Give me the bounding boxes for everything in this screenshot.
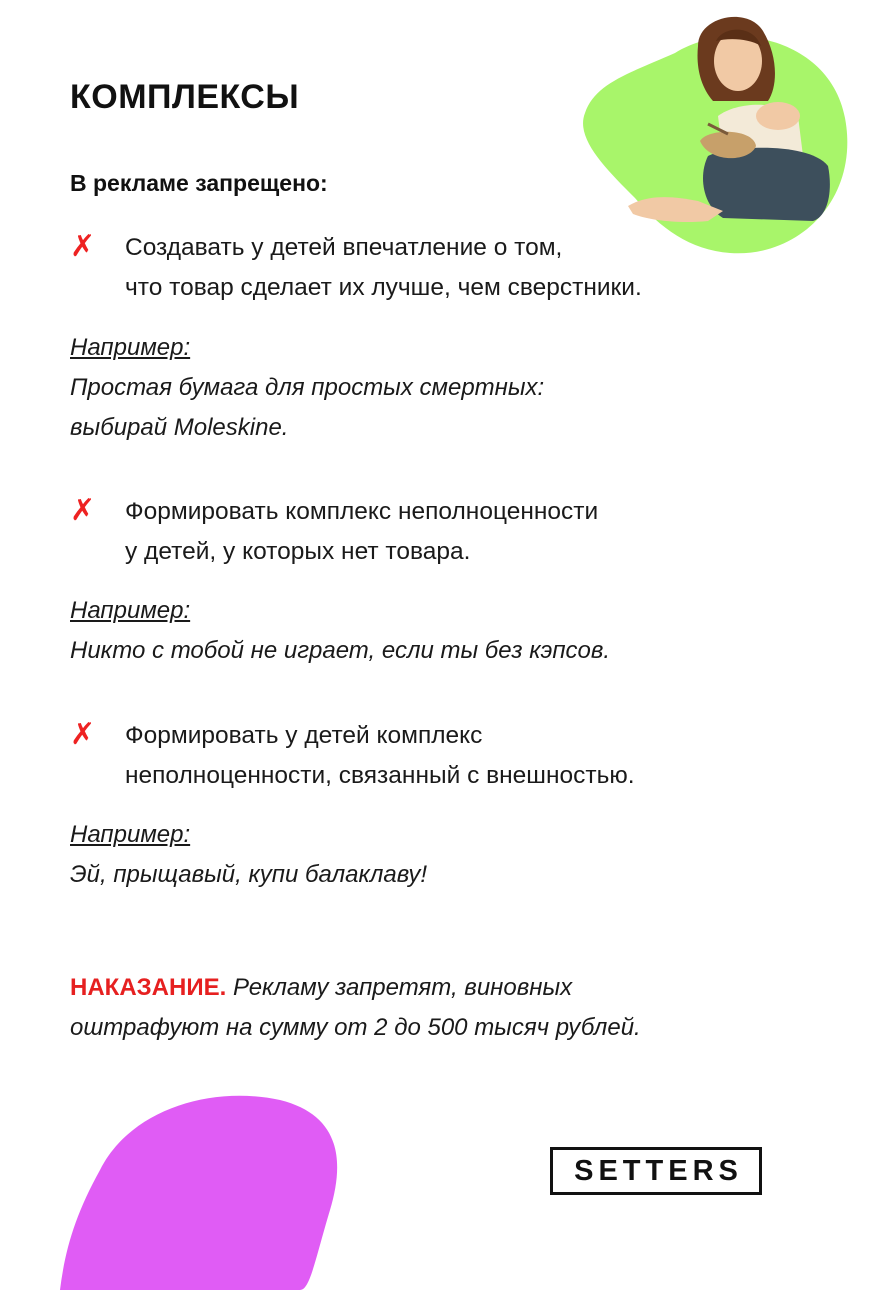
- cross-icon: ✗: [70, 718, 96, 751]
- setters-logo: SETTERS: [550, 1147, 762, 1195]
- example-text: Никто с тобой не играет, если ты без кэпсов.: [70, 637, 611, 664]
- cross-icon: ✗: [70, 494, 96, 527]
- penalty-label: НАКАЗАНИЕ.: [70, 974, 227, 1001]
- example-label: Например:: [70, 821, 191, 848]
- penalty-block: [70, 968, 830, 1048]
- example-block: [70, 328, 810, 448]
- rule-text: Формировать у детей комплекс неполноценности, связанный с внешностью.: [125, 722, 635, 789]
- example-label: Например:: [70, 334, 191, 361]
- girl-with-bowl-illustration: [628, 6, 838, 226]
- example-text: Простая бумага для простых смертных: выбирай Moleskine.: [70, 374, 545, 441]
- pink-blob-decoration: [60, 1090, 360, 1290]
- rule-text: Формировать комплекс неполноценности у детей, у которых нет товара.: [125, 498, 599, 565]
- cross-icon: ✗: [70, 230, 96, 263]
- example-block: [70, 815, 810, 895]
- section-subtitle: В рекламе запрещено:: [70, 170, 328, 196]
- rule-text: Создавать у детей впечатление о том, что товар сделает их лучше, чем сверстники.: [125, 234, 642, 301]
- penalty-text: Рекламу запретят, виновных оштрафуют на сумму от 2 до 500 тысяч рублей.: [70, 974, 641, 1041]
- example-block: [70, 591, 810, 671]
- page-title: КОМПЛЕКСЫ: [70, 78, 300, 116]
- example-label: Например:: [70, 597, 191, 624]
- example-text: Эй, прыщавый, купи балаклаву!: [70, 861, 428, 888]
